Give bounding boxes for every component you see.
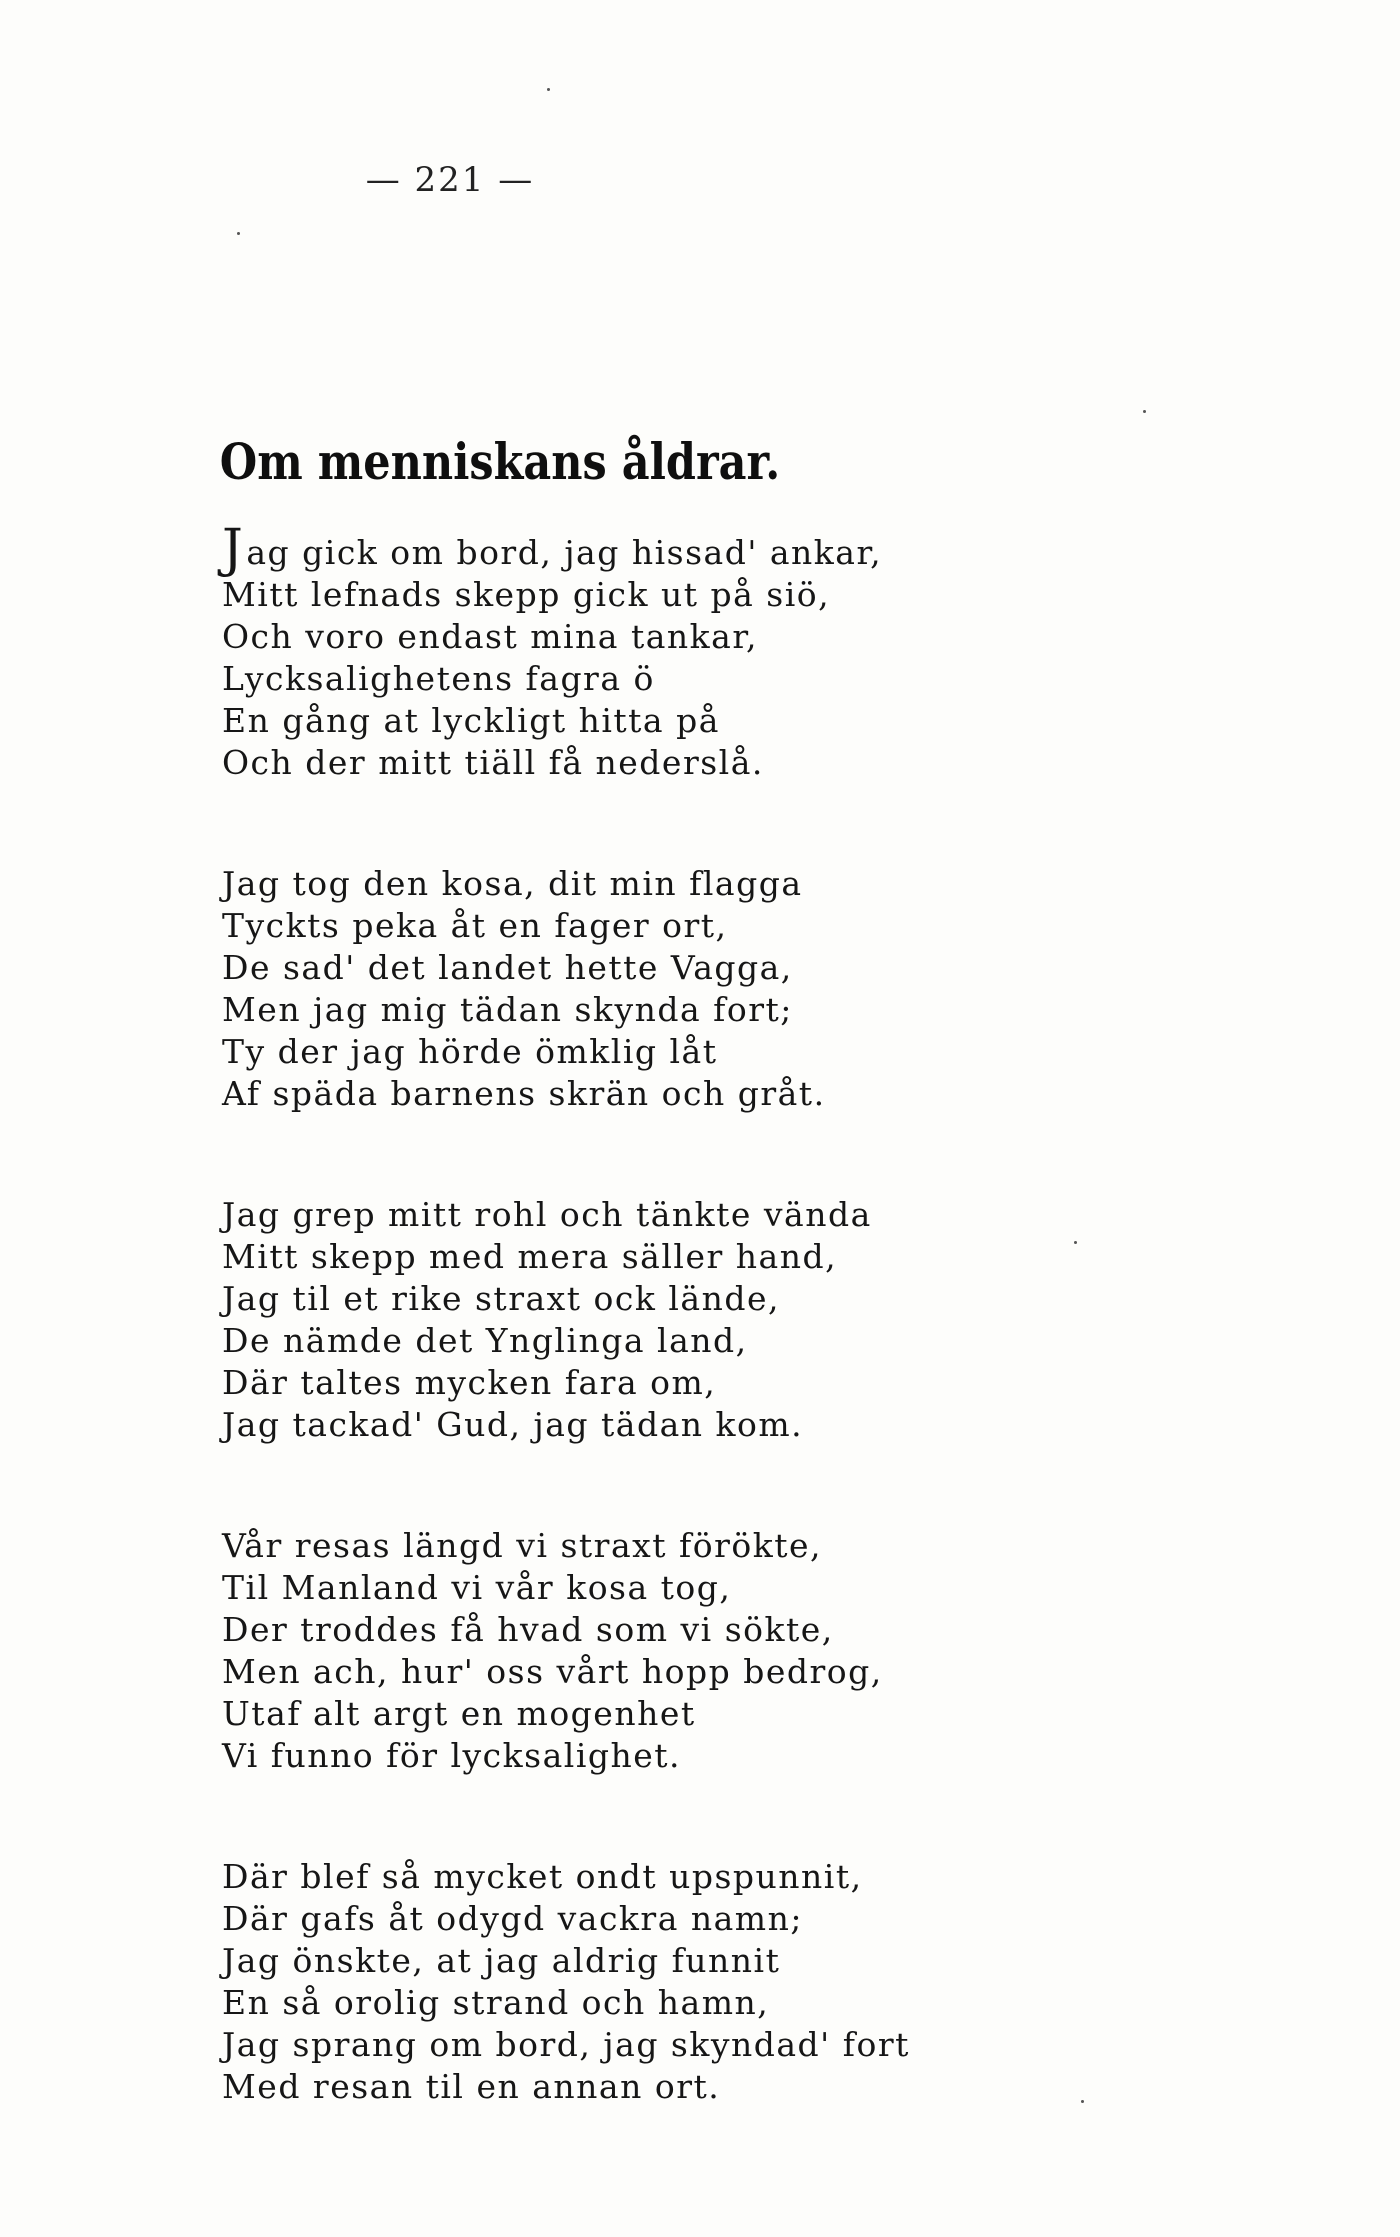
poem-line [222, 616, 982, 658]
poem-line-text: Til Manland vi vår kosa tog, [222, 1568, 732, 1607]
stanza [222, 863, 982, 1115]
poem-line-text: Tyckts peka åt en fager ort, [222, 906, 728, 945]
poem-line [222, 2024, 982, 2066]
poem-line-text: Jag tackad' Gud, jag tädan kom. [222, 1405, 804, 1444]
poem-line [222, 1320, 982, 1362]
poem-line-text: De sad' det landet hette Vagga, [222, 948, 793, 987]
poem-line-text: Ty der jag hörde ömklig låt [222, 1032, 718, 1071]
poem-body [222, 519, 982, 2187]
poem-line [222, 989, 982, 1031]
poem-line [222, 1236, 982, 1278]
poem-line [222, 1362, 982, 1404]
poem-line-text: Där blef så mycket ondt upspunnit, [222, 1857, 863, 1896]
poem-line [222, 1031, 982, 1073]
poem-line [222, 947, 982, 989]
page-number: — 221 — [365, 160, 535, 200]
poem-line [222, 658, 982, 700]
poem-line-text: Där taltes mycken fara om, [222, 1363, 717, 1402]
stanza [222, 1856, 982, 2108]
poem-line-text: Jag til et rike straxt ock lände, [222, 1279, 780, 1318]
poem-line [222, 1693, 982, 1735]
poem-line [222, 519, 982, 579]
poem-line-text: Jag tog den kosa, dit min flagga [222, 864, 803, 903]
poem-line-text: Med resan til en annan ort. [222, 2067, 721, 2106]
poem-line [222, 1609, 982, 1651]
stanza [222, 1194, 982, 1446]
poem-line-text: Men jag mig tädan skynda fort; [222, 990, 793, 1029]
drop-cap: J [222, 519, 245, 579]
poem-line [222, 1525, 982, 1567]
poem-line [222, 1856, 982, 1898]
scan-speck [1081, 2100, 1084, 2103]
poem-line-text: Där gafs åt odygd vackra namn; [222, 1899, 803, 1938]
poem-line [222, 574, 982, 616]
poem-line-text: Och der mitt tiäll få nederslå. [222, 743, 764, 782]
poem-line-text: En gång at lyckligt hitta på [222, 701, 720, 740]
scan-speck [547, 88, 550, 91]
poem-line-text: Lycksalighetens fagra ö [222, 659, 655, 698]
poem-line-text: Vi funno för lycksalighet. [222, 1736, 682, 1775]
poem-line-text: Men ach, hur' oss vårt hopp bedrog, [222, 1652, 883, 1691]
stanza [222, 1525, 982, 1777]
poem-line-text: Der troddes få hvad som vi sökte, [222, 1610, 834, 1649]
poem-line [222, 742, 982, 784]
poem-line [222, 905, 982, 947]
poem-line [222, 1567, 982, 1609]
poem-line-text: Utaf alt argt en mogenhet [222, 1694, 696, 1733]
stanza [222, 519, 982, 784]
scan-speck [1143, 410, 1146, 413]
poem-line [222, 1073, 982, 1115]
poem-line [222, 1982, 982, 2024]
poem-line-text: Mitt lefnads skepp gick ut på siö, [222, 575, 831, 614]
scan-speck [1074, 1241, 1077, 1244]
poem-line-text: Jag önskte, at jag aldrig funnit [222, 1941, 781, 1980]
poem-line-text: ag gick om bord, jag hissad' ankar, [246, 533, 883, 572]
poem-line [222, 1898, 982, 1940]
poem-line-text: Af späda barnens skrän och gråt. [222, 1074, 826, 1113]
poem-line [222, 1194, 982, 1236]
poem-line [222, 1940, 982, 1982]
poem-line-text: Och voro endast mina tankar, [222, 617, 758, 656]
poem-line [222, 1404, 982, 1446]
poem-line [222, 2066, 982, 2108]
poem-line [222, 1651, 982, 1693]
scan-speck [237, 232, 240, 235]
poem-line-text: Vår resas längd vi straxt förökte, [222, 1526, 822, 1565]
poem-line-text: Jag sprang om bord, jag skyndad' fort [222, 2025, 910, 2064]
poem-line [222, 700, 982, 742]
poem-line [222, 1278, 982, 1320]
poem-line-text: Mitt skepp med mera säller hand, [222, 1237, 838, 1276]
poem-line [222, 863, 982, 905]
poem-line-text: De nämde det Ynglinga land, [222, 1321, 748, 1360]
poem-title: Om menniskans åldrar. [219, 432, 781, 491]
poem-line-text: En så orolig strand och hamn, [222, 1983, 770, 2022]
poem-line-text: Jag grep mitt rohl och tänkte vända [222, 1195, 872, 1234]
poem-line [222, 1735, 982, 1777]
